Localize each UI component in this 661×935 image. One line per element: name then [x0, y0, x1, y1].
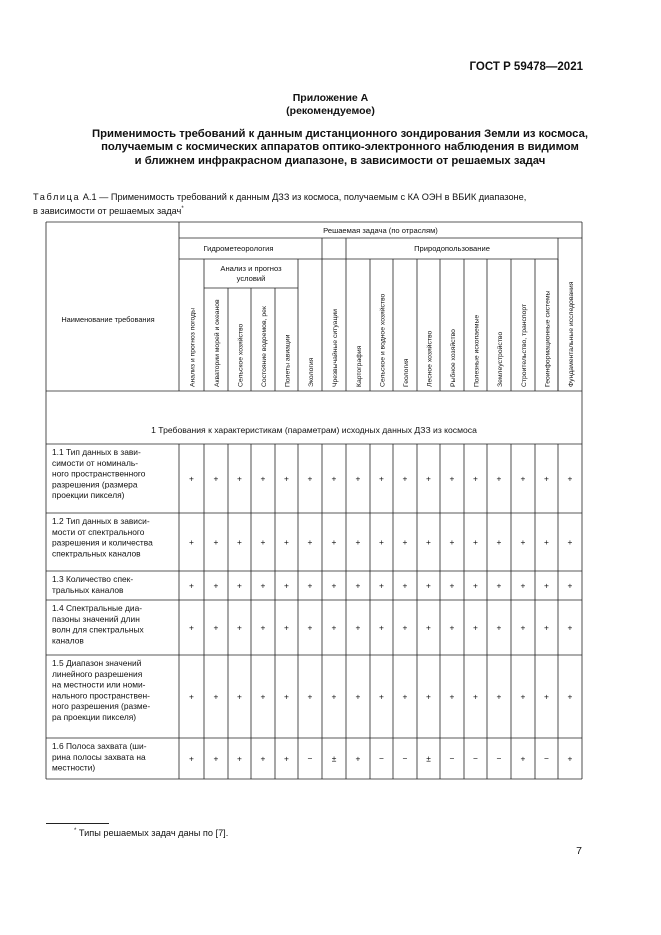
cell-value: +: [379, 580, 384, 591]
footnote-separator: [46, 823, 109, 824]
footnote-mark: *: [74, 828, 77, 834]
section-title: 1 Требования к характеристикам (параметрам) исходных данных ДЗЗ из космоса: [151, 425, 477, 435]
cell-value: +: [237, 753, 242, 764]
row-label: разрешения и количества: [52, 537, 153, 548]
cell-value: −: [496, 753, 502, 764]
cell-value: +: [520, 537, 526, 547]
cell-value: +: [237, 622, 242, 633]
cell-value: +: [402, 537, 408, 547]
cell-value: +: [426, 473, 431, 484]
page-number: 7: [576, 845, 582, 857]
caption-footnote-mark: *: [181, 205, 184, 212]
document-code: ГОСТ Р 59478—2021: [469, 61, 583, 73]
row-label: спектральных каналов: [52, 548, 141, 559]
cell-value: +: [496, 580, 502, 591]
row-label: ра проекции пикселя): [52, 712, 137, 722]
cell-value: +: [284, 622, 289, 633]
cell-value: +: [355, 691, 361, 702]
column-header: Геоинформационные системы: [544, 290, 552, 387]
row-label: 1.3 Количество спек-: [52, 574, 134, 584]
cell-value: −: [449, 753, 455, 764]
cell-value: +: [355, 753, 361, 764]
appendix-status: (рекомендуемое): [286, 105, 375, 117]
cell-value: +: [402, 580, 408, 591]
cell-value: +: [473, 580, 478, 591]
cell-value: +: [449, 580, 455, 591]
cell-value: +: [237, 537, 242, 547]
cell-value: +: [284, 753, 289, 764]
cell-value: +: [426, 537, 431, 547]
cell-value: +: [473, 691, 478, 702]
cell-value: +: [520, 473, 526, 484]
cell-value: +: [307, 691, 313, 702]
cell-value: +: [331, 537, 337, 547]
cell-value: +: [567, 473, 573, 484]
cell-value: +: [473, 473, 478, 484]
column-header: Акватории морей и океанов: [214, 299, 221, 387]
row-label: 1.4 Спектральные диа-: [52, 603, 143, 613]
row-label: 1.6 Полоса захвата (ши-: [52, 741, 147, 751]
cell-value: +: [496, 537, 502, 547]
caption-text-cont: в зависимости от решаемых задач: [33, 205, 182, 216]
cell-value: +: [331, 580, 337, 591]
cell-value: +: [260, 473, 266, 484]
analysis-header: условий: [236, 274, 266, 283]
row-label: 1.1 Тип данных в зави-: [52, 447, 141, 457]
cell-value: +: [213, 580, 219, 591]
cell-value: +: [307, 580, 313, 591]
cell-value: +: [260, 691, 266, 702]
cell-value: +: [449, 691, 455, 702]
cell-value: +: [260, 753, 266, 764]
cell-value: +: [379, 691, 384, 702]
cell-value: +: [260, 537, 266, 547]
cell-value: +: [544, 537, 549, 547]
cell-value: +: [307, 622, 313, 633]
cell-value: +: [426, 580, 431, 591]
cell-value: +: [189, 753, 194, 764]
cell-value: +: [260, 622, 266, 633]
cell-value: +: [379, 622, 384, 633]
caption-label: Таблица: [33, 192, 81, 202]
cell-value: −: [402, 753, 408, 764]
cell-value: +: [331, 622, 337, 633]
cell-value: +: [520, 580, 526, 591]
row-label: нального пространствен-: [52, 690, 150, 701]
cell-value: +: [520, 622, 526, 633]
cell-value: +: [379, 537, 384, 547]
cell-value: +: [213, 691, 219, 702]
hydrometeorology-header: Гидрометеорология: [203, 244, 274, 253]
footnote: [74, 828, 228, 838]
cell-value: +: [331, 691, 337, 702]
cell-value: +: [544, 691, 549, 702]
cell-value: +: [496, 473, 502, 484]
appendix-title: Приложение А: [292, 92, 369, 104]
cell-value: +: [449, 473, 455, 484]
cell-value: +: [237, 580, 242, 591]
cell-value: +: [189, 622, 194, 633]
cell-value: −: [544, 753, 549, 764]
cell-value: +: [213, 753, 219, 764]
cell-value: +: [237, 691, 242, 702]
cell-value: −: [307, 753, 313, 764]
cell-value: ±: [331, 753, 337, 764]
nature-use-header: Природопользование: [414, 244, 490, 253]
cell-value: +: [331, 473, 337, 484]
main-title-line: получаемым с космических аппаратов оптико-электронного наблюдения в видимом: [101, 141, 579, 154]
column-header: Строительство, транспорт: [521, 303, 528, 387]
row-label: волн для спектральных: [52, 624, 144, 635]
cell-value: −: [379, 753, 384, 764]
row-label: 1.2 Тип данных в зависи-: [52, 516, 150, 526]
column-header: Сельское и водное хозяйство: [379, 293, 387, 387]
footnote-text: Типы решаемых задач даны по [7].: [78, 828, 229, 839]
cell-value: +: [567, 537, 573, 547]
cell-value: +: [426, 691, 431, 702]
cell-value: +: [473, 622, 478, 633]
cell-value: +: [284, 537, 289, 547]
cell-value: +: [213, 622, 219, 633]
cell-value: +: [355, 580, 361, 591]
column-header: Землеустройство: [497, 331, 504, 387]
cell-value: +: [567, 753, 573, 764]
cell-value: +: [260, 580, 266, 591]
cell-value: +: [213, 473, 219, 484]
column-header: Анализ и прогноз погоды: [189, 308, 197, 387]
cell-value: +: [544, 580, 549, 591]
column-header: Полезные ископаемые: [473, 314, 481, 387]
row-label: разрешения (размера: [52, 479, 138, 490]
row-label: линейного разрешения: [52, 668, 143, 679]
cell-value: ±: [426, 753, 431, 764]
cell-value: +: [189, 691, 194, 702]
row-label: каналов: [52, 635, 84, 646]
column-header: Полеты авиации: [284, 334, 292, 387]
row-label: ного пространственного: [52, 468, 146, 479]
row-label: симости от номиналь-: [52, 457, 138, 468]
cell-value: +: [496, 691, 502, 702]
cell-value: +: [520, 753, 526, 764]
cell-value: +: [496, 622, 502, 633]
cell-value: +: [473, 537, 478, 547]
caption-number: А.1: [82, 192, 97, 202]
row-label: проекции пикселя): [52, 490, 125, 501]
column-header: Экология: [308, 357, 315, 387]
row-label: мости от спектрального: [52, 526, 145, 537]
cell-value: +: [189, 580, 194, 591]
column-header: Фундаментальные исследования: [568, 281, 575, 387]
main-title-line: Применимость требований к данным дистанционного зондирования Земли из космоса,: [91, 128, 589, 140]
cell-value: +: [544, 473, 549, 484]
cell-value: +: [213, 537, 219, 547]
cell-value: +: [237, 473, 242, 484]
cell-value: +: [567, 691, 573, 702]
row-label: на местности или номи-: [52, 679, 146, 690]
cell-value: +: [189, 537, 194, 547]
cell-value: +: [284, 580, 289, 591]
cell-value: +: [355, 473, 361, 484]
cell-value: +: [284, 473, 289, 484]
row-label: местности): [52, 762, 96, 773]
cell-value: +: [426, 622, 431, 633]
cell-value: +: [355, 622, 361, 633]
row-label: пазоны значений длин: [52, 613, 140, 624]
row-label: тральных каналов: [52, 584, 124, 595]
cell-value: −: [473, 753, 478, 764]
name-header: Наименование требования: [61, 315, 155, 324]
cell-value: +: [284, 691, 289, 702]
column-header: Состояние водоемов, рек: [261, 306, 268, 387]
caption-text: — Применимость требований к данным ДЗЗ из космоса, получаемым с КА ОЭН в ВБИК диапазоне,: [96, 192, 527, 202]
row-label: ного разрешения (разме-: [52, 701, 151, 712]
column-header: Рыбное хозяйство: [450, 329, 457, 387]
cell-value: +: [379, 473, 384, 484]
analysis-header: Анализ и прогноз: [220, 264, 282, 273]
cell-value: +: [520, 691, 526, 702]
cell-value: +: [307, 473, 313, 484]
cell-value: +: [567, 622, 573, 633]
cell-value: +: [402, 473, 408, 484]
cell-value: +: [189, 473, 194, 484]
column-header: Картография: [356, 345, 363, 387]
cell-value: +: [402, 622, 408, 633]
task-group-header: Решаемая задача (по отраслям): [323, 226, 438, 235]
column-header: Лесное хозяйство: [426, 330, 434, 387]
cell-value: +: [402, 691, 408, 702]
cell-value: +: [307, 537, 313, 547]
cell-value: +: [449, 537, 455, 547]
cell-value: +: [449, 622, 455, 633]
column-header: Чрезвычайные ситуации: [332, 309, 339, 387]
cell-value: +: [567, 580, 573, 591]
row-label: рина полосы захвата на: [52, 751, 146, 762]
cell-value: +: [355, 537, 361, 547]
column-header: Сельское хозяйство: [237, 323, 245, 387]
main-title-line: и ближнем инфракрасном диапазоне, в зависимости от решаемых задач: [134, 154, 546, 167]
column-header: Геология: [403, 358, 410, 387]
row-label: 1.5 Диапазон значений: [52, 658, 142, 668]
cell-value: +: [544, 622, 549, 633]
